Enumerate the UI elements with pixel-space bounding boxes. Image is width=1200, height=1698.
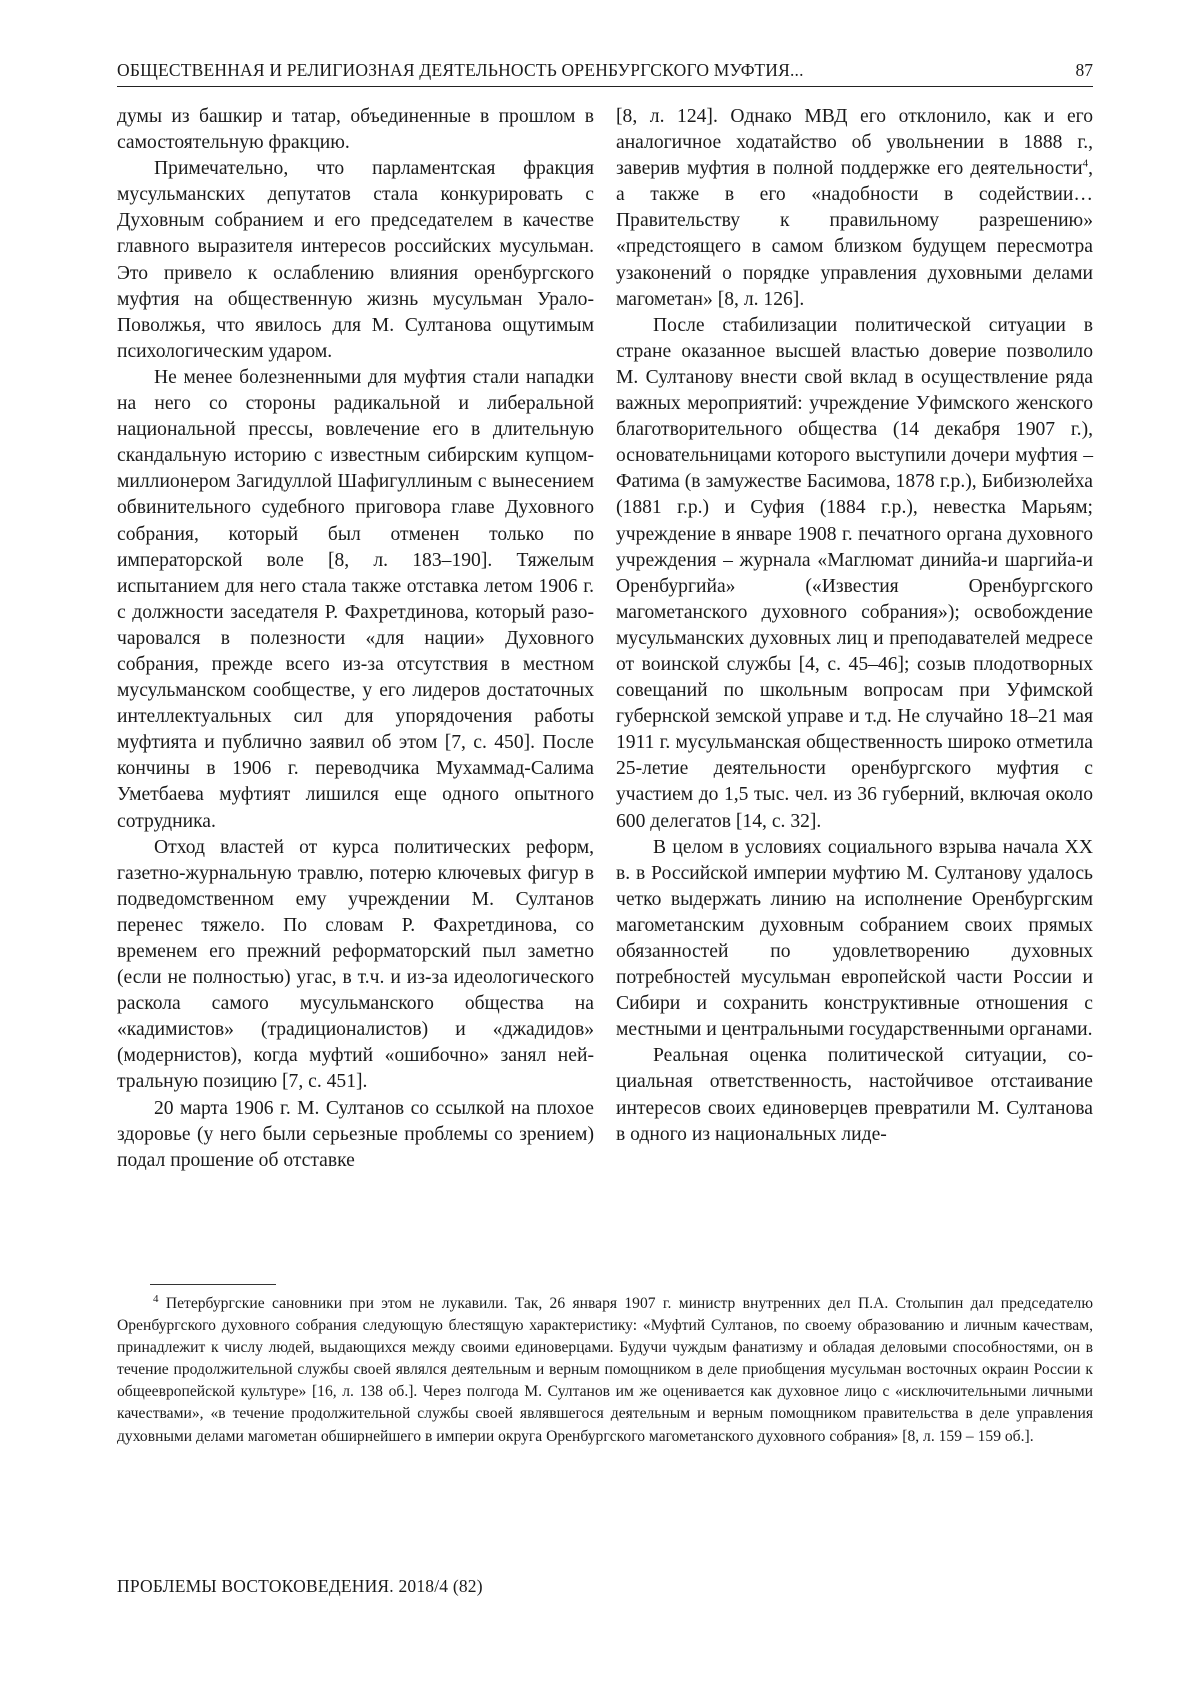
- paragraph: 20 марта 1906 г. М. Султанов со ссылкой на плохое здоровье (у него были серьезные проблемы со зрением) подал прошение об отставке: [117, 1097, 594, 1171]
- paragraph: [616, 104, 1093, 313]
- paragraph: Не менее болезненными для муфтия стали нападки на него со стороны радикальной и либеральной национальной прессы, вовлечение его в длительную скандальную историю с известным сибирским купцом-миллионером Загидуллой Шафигуллиным с вынесением обвинительного судебного приговора главе Духовного собрания, который был отменен только по императорской воле [8, л. 183–190]. Тяжелым испытанием для него стала также отставка летом 1906 г. с должности заседателя Р. Фахретдинова, который разочаровался в полезности «для нации» Духовного собрания, прежде всего из-за отсутствия в местном мусульманском сообществе, у его лидеров достаточных интеллектуальных сил для упорядочения работы муфтията и публично заявил об этом [7, с. 450]. После кончины в 1906 г. переводчика Мухаммад-Салима Уметбаева муфтият лишился еще одного опытного сотрудника.: [117, 366, 594, 832]
- paragraph-text: [8, л. 124]. Однако МВД его отклонило, как и его аналогичное ходатайство об увольнении в 1888 г., заверив муфтия в полной поддержке его деятельности: [616, 106, 1093, 180]
- right-column: [616, 104, 1093, 1148]
- journal-footer: ПРОБЛЕМЫ ВОСТОКОВЕДЕНИЯ. 2018/4 (82): [117, 1576, 483, 1596]
- paragraph: думы из башкир и татар, объединенные в прошлом в самостоятельную фракцию.: [117, 106, 594, 154]
- page-number: 87: [1075, 60, 1093, 80]
- footnote-marker: 4: [153, 1292, 159, 1305]
- paragraph: Отход властей от курса политических реформ, газетно-журнальную травлю, потерю ключевых фигур в подведомственном ему учреждении М. Султанов перенес тяжело. По словам Р. Фахретдинова, со временем его прежний реформаторский пыл заметно (если не полностью) угас, в т.ч. и из-за идеологического раскола самого мусульманского общества на «кадимистов» (традиционалистов) и «джадидов» (модернистов), когда муфтий «ошибочно» занял нейтральную позицию [7, с. 451].: [117, 836, 594, 1093]
- paragraph: В целом в условиях социального взрыва начала XX в. в Российской империи муфтию М. Султанову удалось четко выдержать линию на исполнение Оренбургским магометанским духовным собранием своих прямых обязанностей по удовлетворению духовных потребностей мусульман европейской части России и Сибири и сохранить конструктивные отношения с местными и центральными государственными органами.: [616, 836, 1093, 1041]
- footnote-reference[interactable]: 4: [1082, 157, 1089, 170]
- paragraph: Примечательно, что парламентская фракция мусульманских депутатов стала конкурировать с Духовным собранием и его председателем в качестве главного выразителя интересов российских мусульман. Это привело к ослаблению влияния оренбургского муфтия на общественную жизнь мусульман Урало-Поволжья, что явилось для М. Султанова ощутимым психологическим ударом.: [117, 158, 594, 362]
- running-title: ОБЩЕСТВЕННАЯ И РЕЛИГИОЗНАЯ ДЕЯТЕЛЬНОСТЬ ОРЕНБУРГСКОГО МУФТИЯ...: [117, 60, 804, 80]
- paragraph: После стабилизации политической ситуации в стране оказанное высшей властью доверие позволило М. Султанову внести свой вклад в осуществление ряда важных мероприятий: учреждение Уфимского женского благотворительного общества (14 декабря 1907 г.), основательницами которого выступили дочери муфтия – Фатима (в замужестве Басимова, 1878 г.р.), Бибизюлейха (1881 г.р.) и Суфия (1884 г.р.), невестка Марьям; учреждение в январе 1908 г. печатного органа духовного учреждения – журнала «Маглюмат динийа-и шаргийа-и Оренбургийа» («Известия Оренбургского магометанского духовного собрания»); освобождение мусульманских духовных лиц и преподавателей медресе от воинской службы [4, с. 45–46]; созыв плодотворных совещаний по школьным вопросам при Уфимской губернской земской управе и т.д. Не случайно 18–21 мая 1911 г. мусульманская общественность широко отметила 25-летие деятельности оренбургского муфтия с участием до 1,5 тыс. чел. из 36 губерний, включая около 600 делегатов [14, с. 32].: [616, 314, 1093, 832]
- footnote: [117, 1293, 1093, 1448]
- paragraph: Реальная оценка политической ситуации, социальная ответственность, настойчивое отстаивание интересов своих единоверцев превратили М. Султанова в одного из национальных лиде-: [616, 1045, 1093, 1145]
- footnote-paragraph: [117, 1293, 1093, 1448]
- paragraph-text: , а также в его «надобности в содействии… Правительству к правильному разрешению» «предстоящего в самом близком будущем пересмотра узаконений о порядке управления духовными делами магометан» [8, л. 126].: [616, 158, 1093, 310]
- running-header: [117, 58, 1093, 87]
- left-column: [117, 104, 594, 1174]
- footnote-separator: [150, 1284, 276, 1285]
- footnote-text: Петербургские сановники при этом не лукавили. Так, 26 января 1907 г. министр внутренних дел П.А. Столыпин дал председателю Оренбургского духовного собрания следующую блестящую характеристику: «Муфтий Султанов, по своему образованию и личным качествам, принадлежит к числу людей, выдающихся между своими единоверцами. Будучи чуждым фанатизму и обладая деловыми способностями, он в течение продолжительной службы своей являлся деятельным и верным помощником в деле приобщения мусульман восточных окраин России к общеевропейской культуре» [16, л. 138 об.]. Через полгода М. Султанов им же оценивается как духовное лицо с «исключительными личными качествами», «в течение продолжительной службы своей являвшегося деятельным и верным помощником правительства в деле управления духовными делами магометан обширнейшего в империи округа Оренбургского магометанского духовного собрания» [8, л. 159 – 159 об.].: [117, 1295, 1093, 1445]
